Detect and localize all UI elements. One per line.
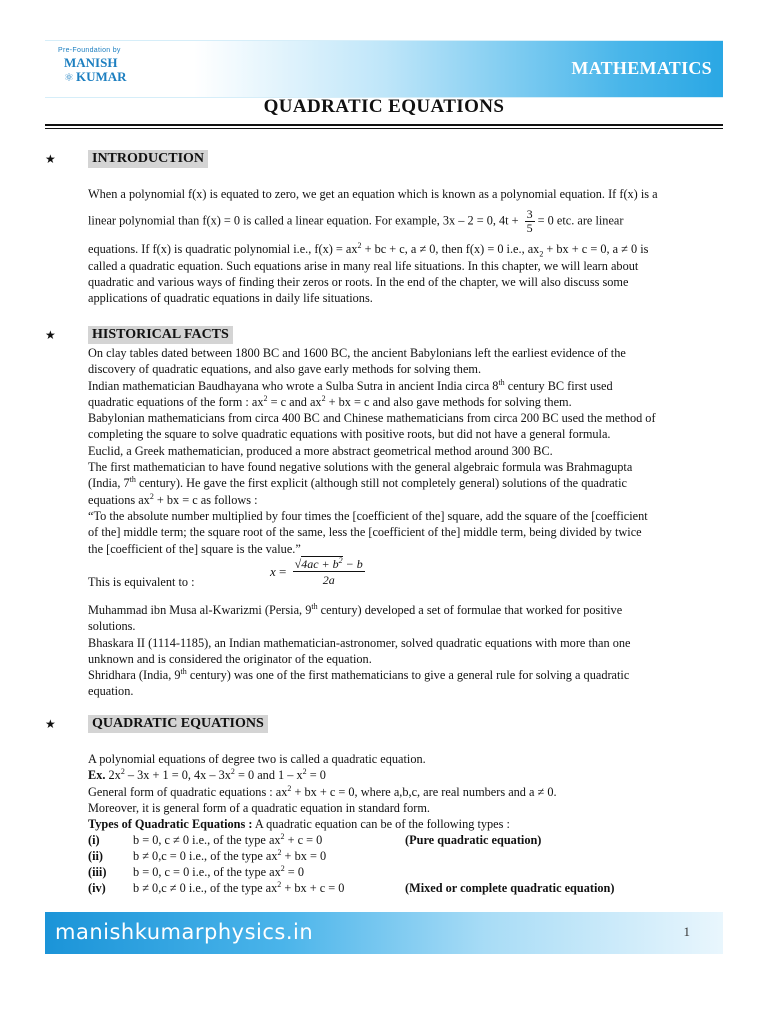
text-run: + bx = c as follows :	[153, 492, 258, 507]
text-run: A quadratic equation can be of the following types :	[252, 817, 510, 832]
text-run: 2x	[105, 768, 121, 783]
text-line: equation.	[88, 684, 134, 699]
page-number: 1	[683, 924, 690, 939]
text-line: The first mathematician to have found negative solutions with the general algebraic formula was Brahmagupta	[88, 460, 633, 475]
text-line	[88, 602, 728, 618]
footer-website-link[interactable]: manishkumarphysics.in	[55, 920, 314, 944]
text-run: (India, 7	[88, 476, 130, 491]
item-condition	[133, 848, 326, 864]
text-run: + bx + c = 0, where a,b,c, are real numbers and a ≠ 0.	[291, 784, 557, 799]
superscript: 2	[263, 393, 268, 403]
section-heading-introduction: INTRODUCTION	[88, 150, 208, 168]
text-line: of the] middle term; the square root of the same, less the [coefficient of the] middle term, being divided by twice	[88, 525, 642, 540]
text-run: + bx = c and also gave methods for solving them.	[325, 394, 572, 409]
text-line: solutions.	[88, 619, 136, 634]
superscript: th	[311, 601, 318, 611]
text-run: century BC first used	[504, 378, 613, 393]
text-run: + bx = 0	[281, 849, 327, 863]
text-run: General form of quadratic equations : ax	[88, 784, 288, 799]
atom-icon: ⚛	[64, 72, 74, 84]
superscript: 2	[338, 556, 343, 565]
item-type-label: (Mixed or complete quadratic equation)	[405, 881, 615, 895]
text-line: On clay tables dated between 1800 BC and 1600 BC, the ancient Babylonians left the earliest evidence of the	[88, 346, 626, 360]
text-line: completing the square to solve quadratic equations with positive roots, but did not have a general formula.	[88, 427, 611, 442]
text-run: century) was one of the first mathematicians to give a general rule for solving a quadratic	[186, 668, 630, 683]
item-number: (i)	[88, 833, 100, 847]
text-run: = 0	[306, 768, 326, 783]
text-run: b = 0, c ≠ 0 i.e., of the type ax	[133, 833, 281, 847]
text-run: Muhammad ibn Musa al-Kwarizmi (Persia, 9	[88, 603, 312, 617]
text-line: called a quadratic equation. Such equations arise in many real life situations. In this chapter, we will learn about	[88, 258, 639, 273]
text-run: + c = 0	[284, 833, 323, 847]
superscript: 2	[277, 879, 282, 889]
types-label: Types of Quadratic Equations :	[88, 817, 253, 832]
superscript: 2	[280, 863, 285, 873]
text-line	[88, 208, 728, 235]
text-line	[88, 394, 728, 410]
formula-equals: =	[279, 563, 287, 579]
intro-paragraph	[88, 186, 728, 306]
types-list	[88, 832, 728, 896]
superscript: 2	[149, 491, 154, 501]
text-run: + bx + c = 0	[281, 881, 345, 895]
bullet-star-icon: ★	[45, 717, 56, 731]
text-run: Indian mathematician Baudhayana who wrote a Sulba Sutra in ancient India circa 8	[88, 378, 499, 393]
text-line	[88, 784, 728, 800]
superscript: 2	[280, 831, 285, 841]
text-line: A polynomial equations of degree two is called a quadratic equation.	[88, 752, 426, 766]
bullet-star-icon: ★	[45, 152, 56, 166]
text-run: = c and ax	[267, 394, 322, 409]
list-item	[88, 880, 728, 896]
text-run: b ≠ 0,c = 0 i.e., of the type ax	[133, 849, 278, 863]
text-line: discovery of quadratic equations, and also gave early methods for solving them.	[88, 362, 482, 377]
text-line	[88, 816, 728, 832]
item-condition	[133, 880, 344, 896]
superscript: th	[180, 667, 187, 677]
logo-line-1: MANISH	[64, 55, 118, 70]
subject-label: MATHEMATICS	[571, 58, 712, 78]
superscript: 2	[277, 847, 282, 857]
logo-tagline: Pre-Foundation by	[58, 47, 121, 54]
text-run: Shridhara (India, 9	[88, 668, 181, 683]
text-run: quadratic equations of the form : ax	[88, 394, 264, 409]
text-run: = 0 etc. are linear	[537, 213, 624, 228]
text-run: − b	[342, 557, 363, 571]
text-run: + bx + c = 0, a ≠ 0 is	[543, 242, 649, 257]
text-line: unknown and is considered the originator of the equation.	[88, 651, 372, 666]
title-rule-thin	[45, 128, 723, 129]
text-run: b ≠ 0,c ≠ 0 i.e., of the type ax	[133, 881, 278, 895]
logo	[58, 47, 158, 91]
text-line	[88, 475, 728, 491]
history-paragraph-a	[88, 345, 728, 557]
text-line	[88, 241, 728, 257]
list-item	[88, 864, 728, 880]
text-run: = 0 and 1 – x	[234, 768, 303, 783]
superscript: 2	[120, 767, 125, 777]
text-run: equations. If f(x) is quadratic polynomial i.e., f(x) = ax	[88, 242, 358, 257]
text-line: Moreover, it is general form of a quadratic equation in standard form.	[88, 800, 430, 815]
formula-fraction	[293, 558, 365, 588]
text-line: “To the absolute number multiplied by four times the [coefficient of the] square, add the square of the [coefficient	[88, 508, 648, 523]
superscript: 2	[302, 767, 307, 777]
quadratic-paragraph	[88, 751, 728, 832]
superscript: th	[498, 377, 505, 387]
item-number: (ii)	[88, 849, 104, 863]
history-paragraph-b	[88, 602, 728, 700]
text-run: – 3x + 1 = 0, 4x – 3x	[124, 768, 231, 783]
quadratic-formula	[270, 558, 368, 588]
page-title: QUADRATIC EQUATIONS	[263, 96, 505, 117]
formula-radicand	[301, 556, 342, 571]
text-line: applications of quadratic equations in daily life situations.	[88, 291, 373, 306]
superscript: 2	[287, 783, 292, 793]
fraction-numerator: 3	[526, 207, 533, 222]
logo-line-2: KUMAR	[76, 69, 127, 84]
text-line: When a polynomial f(x) is equated to zero, we get an equation which is known as a polynomial equation. If f(x) is a	[88, 187, 658, 201]
text-line	[88, 667, 728, 683]
text-line	[88, 767, 728, 783]
equivalent-label: This is equivalent to :	[88, 575, 195, 589]
superscript: 2	[357, 241, 362, 251]
text-line: Bhaskara II (1114-1185), an Indian mathematician-astronomer, solved quadratic equations with more than one	[88, 635, 631, 650]
item-condition	[133, 864, 304, 880]
text-run: century) developed a set of formulae that worked for positive	[317, 603, 623, 617]
text-line: Babylonian mathematicians from circa 400 BC and Chinese mathematicians from circa 200 BC used the method of	[88, 411, 656, 426]
list-item	[88, 832, 728, 848]
text-run: b = 0, c = 0 i.e., of the type ax	[133, 865, 281, 879]
text-run: century). He gave the first explicit (although still not completely general) solutions of the quadratic	[135, 476, 627, 491]
radical-icon: √	[294, 557, 302, 571]
text-line: the [coefficient of the] square is the value.”	[88, 541, 301, 556]
subscript: 2	[539, 249, 544, 259]
text-line: quadratic and various ways of finding their zeros or roots. In the end of the chapter, we will also discuss some	[88, 274, 629, 289]
item-number: (iv)	[88, 881, 106, 895]
text-line	[88, 492, 728, 508]
text-run: 4ac + b	[301, 557, 339, 571]
text-line: Euclid, a Greek mathematician, produced a more abstract geometrical method around 300 BC.	[88, 443, 553, 458]
text-run: linear polynomial than f(x) = 0 is called a linear equation. For example, 3x – 2 = 0, 4t +	[88, 213, 519, 228]
text-run: + bc + c, a ≠ 0, then f(x) = 0 i.e., ax	[361, 242, 540, 257]
item-condition	[133, 832, 322, 848]
section-heading-historical-facts: HISTORICAL FACTS	[88, 326, 233, 344]
item-type-label: (Pure quadratic equation)	[405, 833, 542, 847]
text-run: equations ax	[88, 492, 150, 507]
text-line	[88, 378, 728, 394]
fraction	[525, 208, 535, 235]
example-label: Ex.	[88, 768, 106, 783]
formula-denominator: 2a	[322, 573, 335, 587]
superscript: 2	[321, 393, 326, 403]
fraction-denominator: 5	[526, 221, 533, 236]
formula-x: x	[270, 563, 276, 579]
section-heading-quadratic-equations: QUADRATIC EQUATIONS	[88, 715, 268, 733]
item-number: (iii)	[88, 865, 107, 879]
formula-numerator	[293, 558, 365, 572]
superscript: th	[129, 475, 136, 485]
title-rule-thick	[45, 124, 723, 126]
bullet-star-icon: ★	[45, 328, 56, 342]
superscript: 2	[230, 767, 235, 777]
list-item	[88, 848, 728, 864]
text-run: = 0	[284, 865, 304, 879]
